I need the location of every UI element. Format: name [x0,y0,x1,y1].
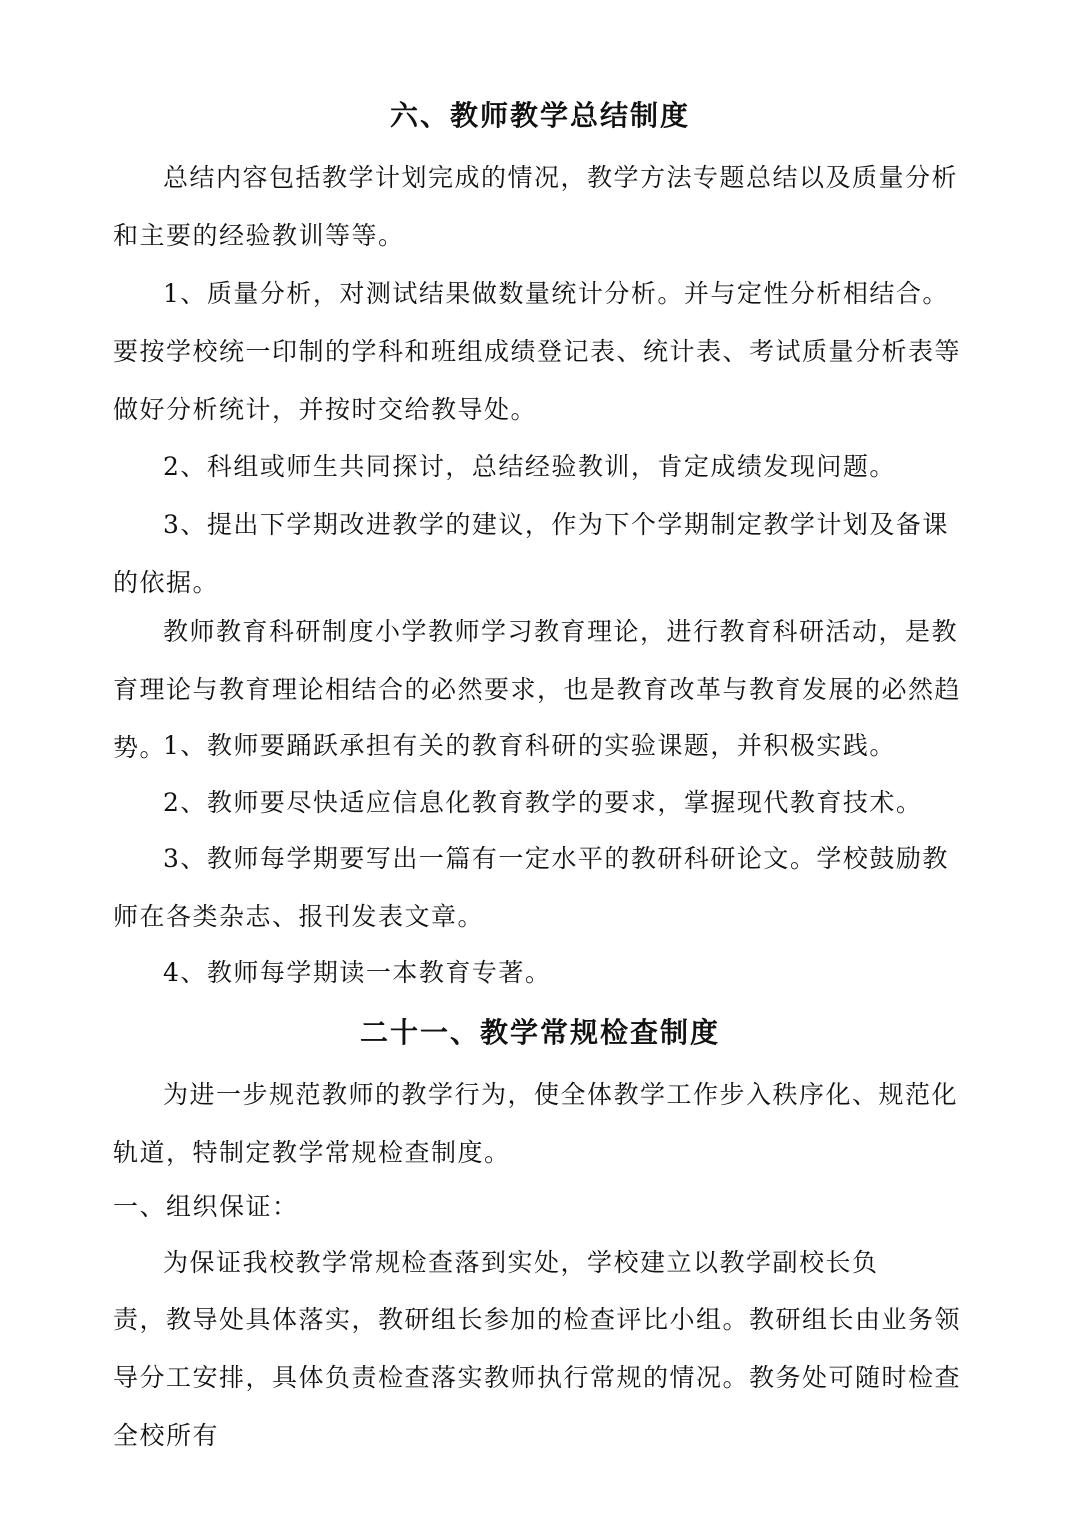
paragraph-summary-content: 总结内容包括教学计划完成的情况，教学方法专题总结以及质量分析和主要的经验教训等等。 [113,163,959,250]
paragraph-research-papers: 3、教师每学期要写出一篇有一定水平的教研科研论文。学校鼓励教师在各类杂志、报刊发表文章。 [113,844,949,931]
paragraph-quality-analysis: 1、质量分析，对测试结果做数量统计分析。并与定性分析相结合。要按学校统一印制的学科和班组成绩登记表、统计表、考试质量分析表等做好分析统计，并按时交给教导处。 [113,279,962,424]
paragraph-inspection-purpose: 为进一步规范教师的教学行为，使全体教学工作步入秩序化、规范化轨道，特制定教学常规检查制度。 [113,1080,959,1167]
paragraph-organization-line1: 为保证我校教学常规检查落到实处，学校建立以教学副校长负 [163,1248,879,1277]
paragraph-organization-continued: 责，教导处具体落实，教研组长参加的检查评比小组。教研组长由业务领导分工安排，具体负责检查落实教师执行常规的情况。教务处可随时检查全校所有 [113,1305,962,1450]
paragraph-reading: 4、教师每学期读一本教育专著。 [163,958,552,987]
paragraph-discussion: 2、科组或师生共同探讨，总结经验教训，肯定成绩发现问题。 [163,452,896,481]
section-title-teaching-summary: 六、教师教学总结制度 [389,99,690,132]
paragraph-research-projects: 1、教师要踊跃承担有关的教育科研的实验课题，并积极实践。 [163,731,896,760]
paragraph-research-system: 教师教育科研制度小学教师学习教育理论，进行教育科研活动，是教育理论与教育理论相结合的必然要求，也是教育改革与教育发展的必然趋势。 [113,617,962,762]
section-title-routine-inspection: 二十一、教学常规检查制度 [359,1016,720,1049]
paragraph-information-technology: 2、教师要尽快适应信息化教育教学的要求，掌握现代教育技术。 [163,788,923,817]
paragraph-organization-heading: 一、组织保证： [113,1192,299,1221]
paragraph-improvement: 3、提出下学期改进教学的建议，作为下个学期制定教学计划及备课的依据。 [113,510,949,597]
